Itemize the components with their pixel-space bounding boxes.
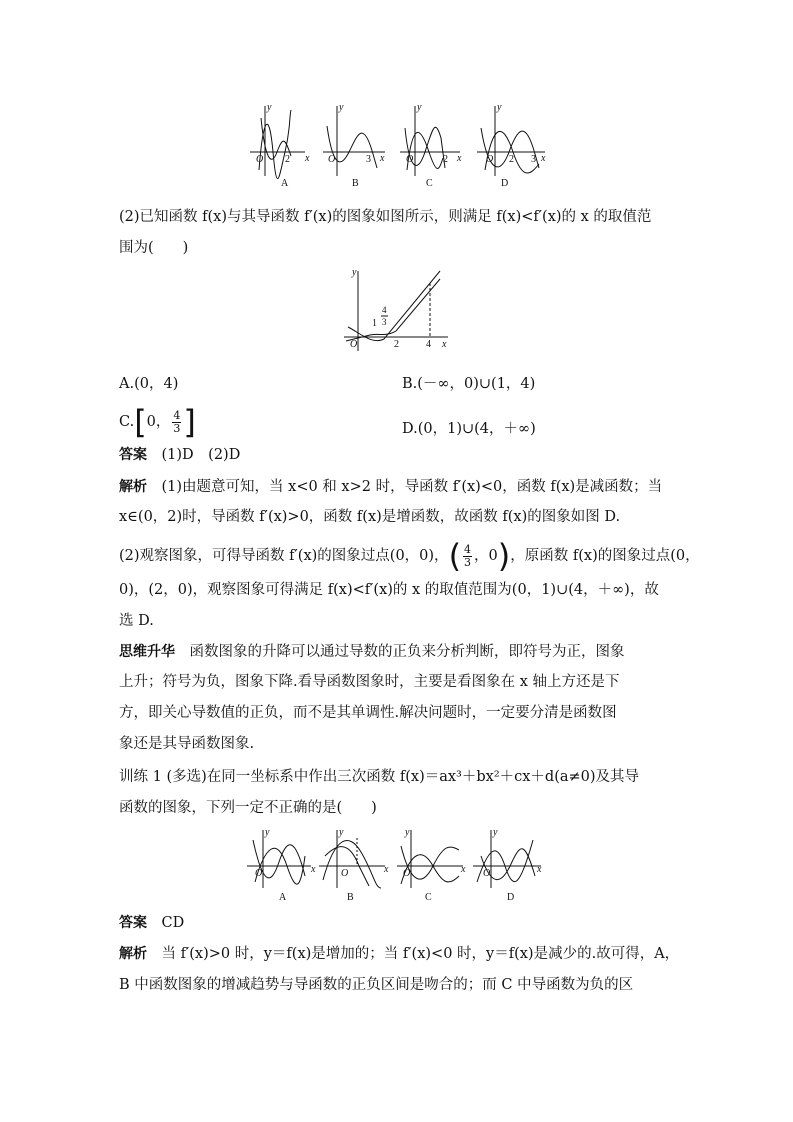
- figure-3-graphs: [245, 826, 545, 906]
- training-line-2: 函数的图象，下列一定不正确的是( ): [119, 800, 377, 816]
- fig1-label-b: B: [352, 178, 359, 189]
- fig1-d-tick1: 2: [509, 154, 514, 165]
- fig3-a-o: O: [255, 868, 263, 879]
- fig2-x: x: [442, 339, 447, 350]
- analysis-2-line-2: B 中函数图象的增减趋势与导函数的正负区间是吻合的；而 C 中导函数为负的区: [119, 977, 634, 993]
- graph-c: [400, 106, 460, 176]
- fig1-b-tick: 3: [366, 154, 371, 165]
- fig3-d-y: y: [493, 827, 498, 838]
- training-line-1: 训练 1 (多选)在同一坐标系中作出三次函数 f(x)＝ax³＋bx²＋cx＋d(a≠0)及其导: [119, 769, 640, 785]
- fig2-y: y: [352, 267, 357, 278]
- analysis-1-line-2: x∈(0，2)时，导函数 f′(x)>0，函数 f(x)是增函数，故函数 f(x)的图象如图 D.: [119, 509, 621, 525]
- option-b: B.(－∞，0)∪(1，4): [402, 376, 536, 392]
- graph3-c: [397, 830, 463, 888]
- answer-2-label: 答案: [119, 915, 147, 931]
- fig2-tick-43-num: 4: [382, 305, 387, 315]
- fig1-c-x: x: [457, 153, 462, 164]
- fig1-b-y: y: [339, 102, 344, 113]
- thinking-line-2: 上升；符号为负，图象下降.看导函数图象时，主要是看图象在 x 轴上方还是下: [119, 674, 620, 690]
- graph-b: [323, 106, 385, 176]
- answer-1: [119, 445, 240, 465]
- thinking-line-1: [119, 642, 625, 662]
- fig3-b-o: O: [341, 868, 349, 879]
- graph3-a: [247, 830, 311, 888]
- answer-2-text: CD: [161, 915, 185, 931]
- option-c-left: 0，: [146, 414, 171, 430]
- analysis-1-text-3a: (2)观察图象，可得导函数 f′(x)的图象过点(0，0)，: [119, 548, 449, 564]
- thinking-label: 思维升华: [119, 644, 175, 660]
- analysis-1-den: 3: [464, 555, 472, 569]
- figure-2-graph: [340, 265, 455, 355]
- analysis-1-line-5: 选 D.: [119, 613, 154, 629]
- fig1-label-a: A: [281, 178, 289, 189]
- fig3-b-x: x: [384, 864, 389, 875]
- option-c-prefix: C.: [119, 414, 135, 430]
- fig1-b-x: x: [380, 153, 385, 164]
- fig2-tick-1: 1: [372, 318, 377, 329]
- fig3-c-x: x: [461, 864, 466, 875]
- fig1-d-tick2: 3: [531, 154, 536, 165]
- fig1-d-x: x: [541, 153, 546, 164]
- analysis-1-text-1: (1)由题意可知，当 x<0 和 x>2 时，导函数 f′(x)<0，函数 f(x)是减函数；当: [161, 479, 663, 495]
- analysis-2-label: 解析: [119, 946, 147, 962]
- thinking-line-4: 象还是其导函数图象.: [119, 736, 255, 752]
- fig1-a-tick: 2: [285, 154, 290, 165]
- analysis-1-line-1: [119, 477, 662, 497]
- option-c: C.[0， $\frac{4}{3}$ ]: [119, 403, 196, 441]
- analysis-1-num: 4: [464, 542, 472, 556]
- fig1-label-c: C: [426, 178, 433, 189]
- analysis-1-text-3mid: ，0: [474, 548, 498, 564]
- fig1-c-o: O: [406, 154, 414, 165]
- fig1-a-y: y: [267, 102, 272, 113]
- option-d: D.(0，1)∪(4，＋∞): [402, 421, 536, 437]
- fig3-a-x: x: [311, 864, 316, 875]
- fig1-a-o: O: [256, 154, 264, 165]
- graph3-b: [319, 830, 385, 888]
- analysis-2-line-1: [119, 944, 679, 964]
- fig3-c-y: y: [405, 827, 410, 838]
- fig1-d-y: y: [497, 102, 502, 113]
- fig3-d-x: x: [537, 864, 542, 875]
- graph-a: [250, 106, 305, 179]
- graph3-d: [473, 830, 541, 888]
- thinking-line-3: 方，即关心导数值的正负，而不是其单调性.解决问题时，一定要分清是函数图: [119, 705, 617, 721]
- fig3-label-b: B: [347, 892, 354, 903]
- fig1-c-tick: 2: [443, 154, 448, 165]
- answer-2: [119, 913, 184, 933]
- fig3-b-y: y: [339, 827, 344, 838]
- analysis-1-line-3: (2)观察图象，可得导函数 f′(x)的图象过点(0，0)，( $\frac{4}{3}$ ，0)，原函数 f(x)的图象过点(0，: [119, 537, 700, 575]
- figure-1-graphs: [245, 98, 555, 190]
- fig3-label-a: A: [279, 892, 287, 903]
- fig2-tick-4: 4: [426, 339, 431, 350]
- option-a: A.(0，4): [119, 376, 179, 392]
- option-c-num: 4: [173, 408, 181, 422]
- curve-f: [348, 271, 440, 341]
- fig2-o: O: [350, 339, 358, 350]
- fig3-c-o: O: [403, 868, 411, 879]
- fig3-label-d: D: [507, 892, 515, 903]
- fig1-label-d: D: [501, 178, 509, 189]
- q2-line-1: (2)已知函数 f(x)与其导函数 f′(x)的图象如图所示，则满足 f(x)<f′(x)的 x 的取值范: [119, 209, 652, 225]
- answer-1-text: (1)D (2)D: [161, 447, 241, 463]
- analysis-1-text-3b: ，原函数 f(x)的图象过点(0，: [510, 548, 700, 564]
- fig1-a-x: x: [305, 153, 310, 164]
- q2-line-2: 围为( ): [119, 240, 189, 256]
- thinking-text-1: 函数图象的升降可以通过导数的正负来分析判断，即符号为正，图象: [189, 644, 625, 660]
- analysis-1-label: 解析: [119, 479, 147, 495]
- fig3-label-c: C: [425, 892, 432, 903]
- analysis-1-line-4: 0)，(2，0)，观察图象可得满足 f(x)<f′(x)的 x 的取值范围为(0，1)∪(4，＋∞)，故: [119, 582, 659, 598]
- fig1-b-o: O: [328, 154, 336, 165]
- analysis-2-text-1: 当 f′(x)>0 时，y＝f(x)是增加的；当 f′(x)<0 时，y＝f(x)是减少的.故可得，A，: [161, 946, 680, 962]
- fig2-tick-2: 2: [394, 339, 399, 350]
- fig2-tick-43-den: 3: [382, 317, 387, 327]
- graph-d: [477, 106, 545, 176]
- fig1-d-o: O: [486, 154, 494, 165]
- fig3-a-y: y: [265, 827, 270, 838]
- fig1-c-y: y: [417, 102, 422, 113]
- option-c-den: 3: [173, 421, 181, 435]
- fig3-d-o: O: [483, 868, 491, 879]
- answer-1-label: 答案: [119, 447, 147, 463]
